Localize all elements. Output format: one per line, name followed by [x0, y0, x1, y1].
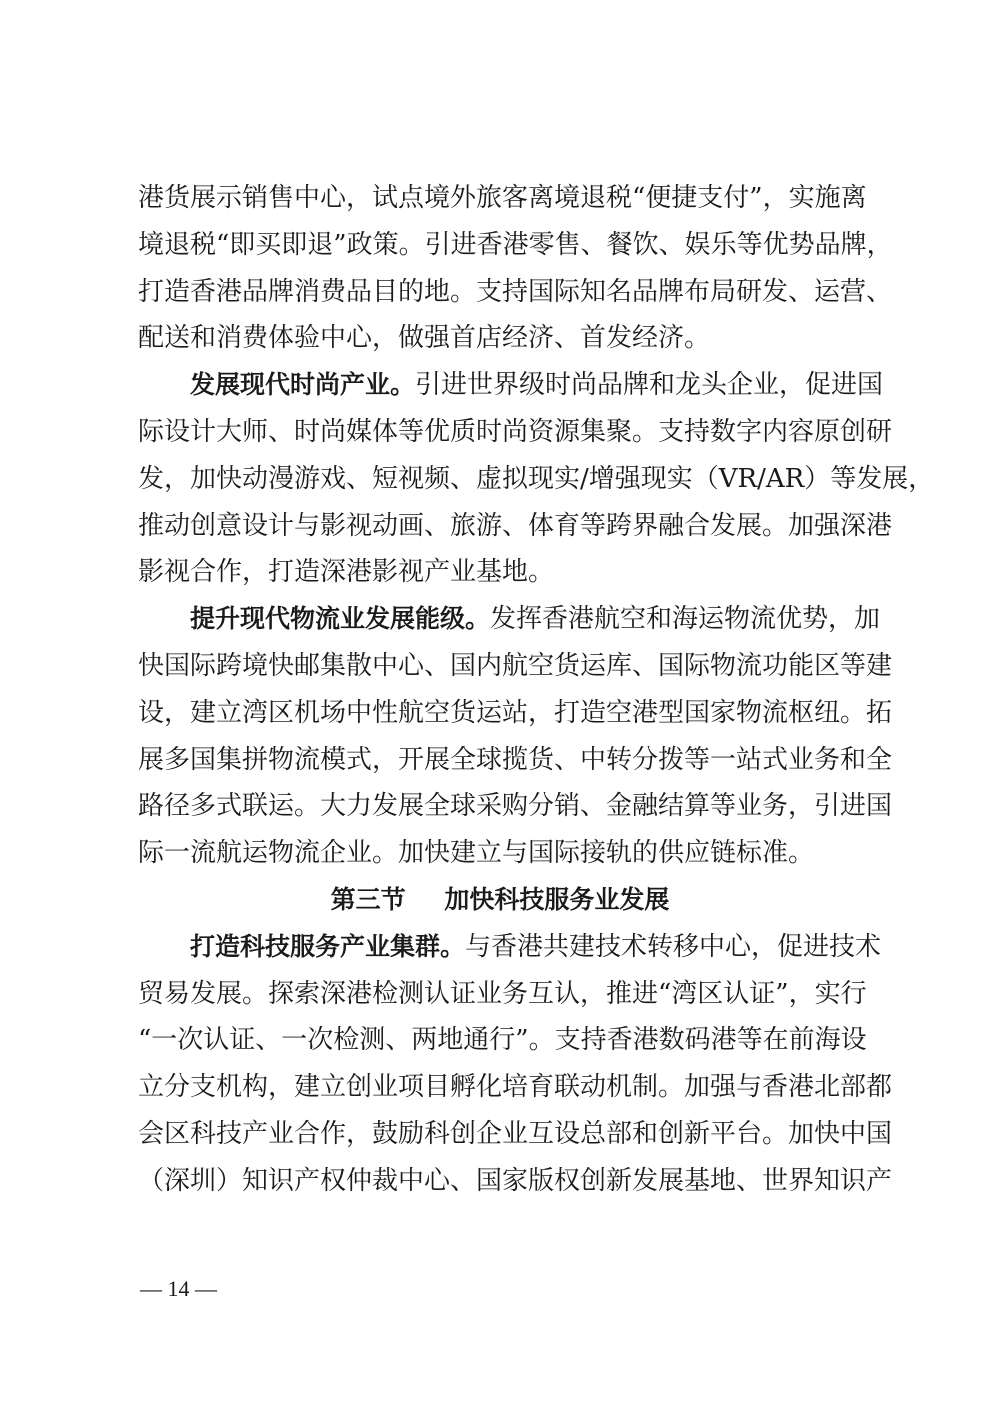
text-line: 配送和消费体验中心，做强首店经济、首发经济。: [138, 323, 711, 354]
text-line: 立分支机构，建立创业项目孵化培育联动机制。加强与香港北部都: [138, 1072, 893, 1103]
text-line: 港货展示销售中心，试点境外旅客离境退税“便捷支付”，实施离: [138, 183, 867, 213]
paragraph-first-line: 与香港共建技术转移中心，促进技术: [465, 931, 882, 962]
text-line: 影视合作，打造深港影视产业基地。: [138, 557, 555, 588]
paragraph-first-line: 引进世界级时尚品牌和龙头企业，促进国: [415, 370, 884, 401]
paragraph-consumption: [138, 175, 893, 362]
paragraph-lead: 提升现代物流业发展能级。: [190, 604, 491, 634]
text-line: 推动创意设计与影视动画、旅游、体育等跨界融合发展。加强深港: [138, 510, 893, 541]
text-line: 路径多式联运。大力发展全球采购分销、金融结算等业务，引进国: [138, 791, 893, 822]
page-number: — 14 —: [140, 1276, 217, 1301]
text-line: 打造香港品牌消费品目的地。支持国际知名品牌布局研发、运营、: [138, 276, 893, 307]
paragraph-lead: 打造科技服务产业集群。: [190, 931, 466, 961]
paragraph-fashion-industry: [138, 362, 935, 596]
text-line: 发，加快动漫游戏、短视频、虚拟现实/增强现实（VR/AR）等发展，: [138, 463, 935, 494]
text-line: 际设计大师、时尚媒体等优质时尚资源集聚。支持数字内容原创研: [138, 416, 893, 447]
paragraph-lead: 发展现代时尚产业。: [190, 370, 416, 400]
text-line: 展多国集拼物流模式，开展全球揽货、中转分拨等一站式业务和全: [138, 744, 893, 775]
text-line: 境退税“即买即退”政策。引进香港零售、餐饮、娱乐等优势品牌，: [138, 229, 893, 260]
text-line: 贸易发展。探索深港检测认证业务互认，推进“湾区认证”，实行: [138, 978, 867, 1009]
text-line: [138, 596, 881, 643]
text-line: 快国际跨境快邮集散中心、国内航空货运库、国际物流功能区等建: [138, 650, 893, 681]
paragraph-tech-services: [138, 924, 893, 1205]
paragraph-first-line: 发挥香港航空和海运物流优势，加: [490, 604, 881, 635]
text-line: [138, 924, 882, 971]
text-line: [138, 362, 884, 409]
text-line: 设，建立湾区机场中性航空货运站，打造空港型国家物流枢纽。拓: [138, 697, 893, 728]
section-heading: 第三节 加快科技服务业发展: [330, 884, 670, 914]
text-line: （深圳）知识产权仲裁中心、国家版权创新发展基地、世界知识产: [138, 1165, 893, 1196]
page-body: [138, 175, 935, 1205]
paragraph-logistics: [138, 596, 893, 877]
text-line: 会区科技产业合作，鼓励科创企业互设总部和创新平台。加快中国: [138, 1118, 893, 1149]
text-line: “一次认证、一次检测、两地通行”。支持香港数码港等在前海设: [138, 1025, 867, 1056]
text-line: 际一流航运物流企业。加快建立与国际接轨的供应链标准。: [138, 838, 815, 869]
